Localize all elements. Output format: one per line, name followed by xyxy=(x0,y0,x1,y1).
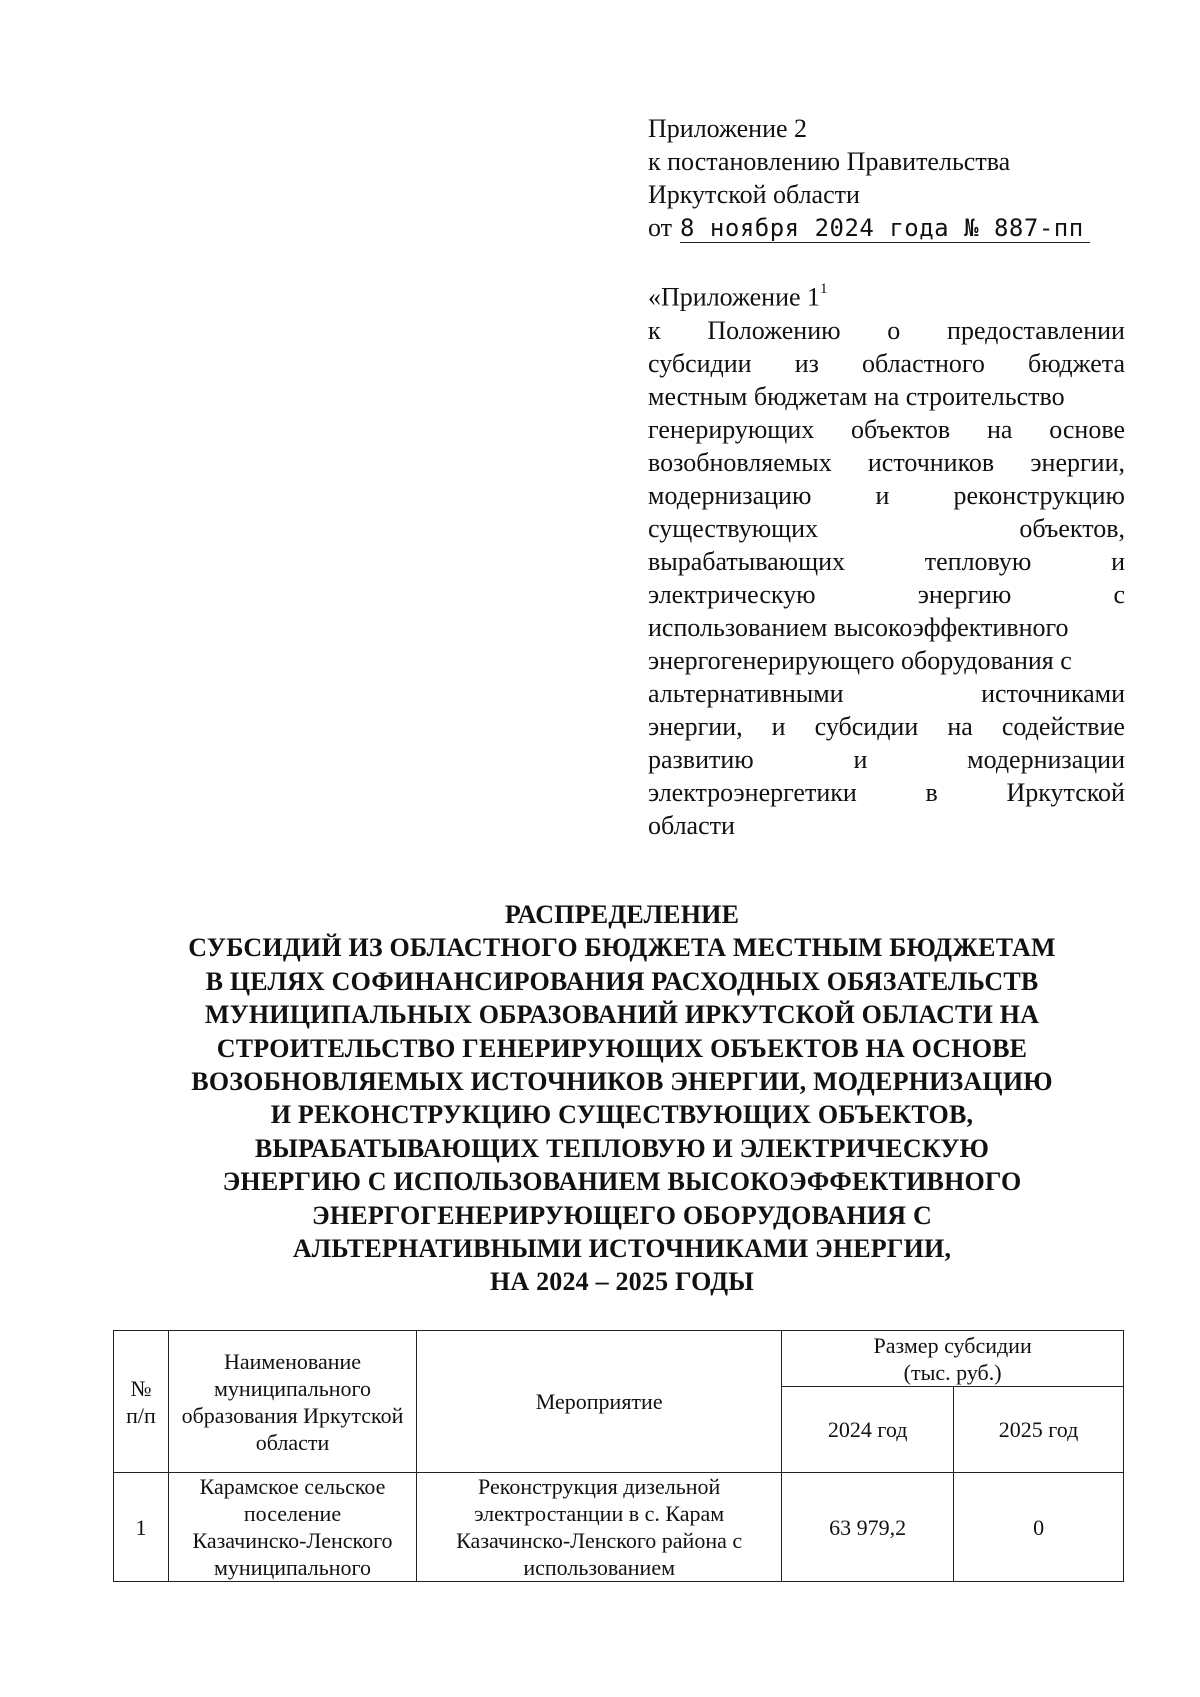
sub-appendix-word: развитию xyxy=(648,744,754,774)
sub-appendix-word: на xyxy=(947,711,973,741)
sub-appendix-line xyxy=(648,776,1125,809)
sub-appendix-line xyxy=(648,710,1125,743)
sub-appendix-word: в xyxy=(925,777,938,807)
sub-appendix-line xyxy=(648,512,1125,545)
sub-appendix-word: основе xyxy=(1049,414,1125,444)
sub-appendix-word: энергогенерирующего оборудования с xyxy=(648,645,1072,675)
sub-appendix-word: источников xyxy=(867,447,995,477)
appendix-line-1: Приложение 2 xyxy=(648,114,808,143)
title-line: МУНИЦИПАЛЬНЫХ ОБРАЗОВАНИЙ ИРКУТСКОЙ ОБЛАСТИ НА xyxy=(204,1000,1040,1030)
title-line: СТРОИТЕЛЬСТВО ГЕНЕРИРУЮЩИХ ОБЪЕКТОВ НА ОСНОВЕ xyxy=(216,1033,1028,1063)
header-municipality-line: области xyxy=(255,1429,330,1455)
header-municipality-line: Наименование xyxy=(223,1348,362,1374)
sub-appendix-line xyxy=(648,611,1125,644)
header-num xyxy=(114,1331,169,1473)
header-num-line: № xyxy=(130,1375,152,1401)
appendix-line-3: Иркутской области xyxy=(648,180,860,209)
appendix-line-2: к постановлению Правительства xyxy=(648,147,1011,176)
sub-appendix-line xyxy=(648,545,1125,578)
resolution-date: 8 ноября 2024 года № 887-пп xyxy=(680,214,1090,243)
sub-appendix-word: и xyxy=(1111,546,1125,576)
sub-appendix-line xyxy=(648,413,1125,446)
sub-appendix-word: энергии, xyxy=(1030,447,1125,477)
header-year-2025: 2025 год xyxy=(954,1387,1124,1473)
header-municipality-line: образования Иркутской xyxy=(181,1402,404,1428)
sub-appendix-word: о xyxy=(887,315,901,345)
cell-measure-line: электростанции в с. Карам xyxy=(474,1501,725,1526)
appendix-block xyxy=(648,112,1128,244)
sub-appendix-word: использованием высокоэффективного xyxy=(648,612,1069,642)
header-municipality-line: муниципального xyxy=(214,1375,372,1401)
header-subsidy-line: (тыс. руб.) xyxy=(903,1359,1002,1385)
sub-appendix-word: и xyxy=(771,711,786,741)
header-year-2024: 2024 год xyxy=(782,1387,954,1473)
sub-appendix-word: и xyxy=(875,480,890,510)
sub-appendix-line xyxy=(648,380,1125,413)
sub-appendix-word: из xyxy=(794,348,819,378)
sub-appendix-line xyxy=(648,644,1125,677)
title-line: СУБСИДИЙ ИЗ ОБЛАСТНОГО БЮДЖЕТА МЕСТНЫМ БЮДЖЕТАМ xyxy=(188,933,1056,963)
cell-2025: 0 xyxy=(954,1473,1124,1582)
sub-appendix-word: и xyxy=(853,744,868,774)
sub-appendix-word: объектов, xyxy=(1019,513,1125,543)
title-line: ВЫРАБАТЫВАЮЩИХ ТЕПЛОВУЮ И ЭЛЕКТРИЧЕСКУЮ xyxy=(254,1133,990,1163)
header-municipality xyxy=(168,1331,416,1473)
title-line: ВОЗОБНОВЛЯЕМЫХ ИСТОЧНИКОВ ЭНЕРГИИ, МОДЕРНИЗАЦИЮ xyxy=(191,1067,1053,1097)
cell-measure-line: использованием xyxy=(523,1555,676,1580)
cell-municipality-line: поселение xyxy=(243,1501,342,1526)
sub-appendix-word: объектов xyxy=(851,414,951,444)
sub-appendix-word: электрическую xyxy=(648,579,816,609)
sub-appendix-word: энергию xyxy=(917,579,1012,609)
sub-appendix-word: бюджета xyxy=(1028,348,1125,378)
header-subsidy-line: Размер субсидии xyxy=(873,1332,1032,1358)
table-header-row xyxy=(114,1331,1124,1387)
sub-appendix-title-text: «Приложение 1 xyxy=(648,282,821,312)
sub-appendix-word: области xyxy=(648,810,735,840)
date-prefix: от xyxy=(648,213,673,242)
sub-appendix-word: генерирующих xyxy=(648,414,815,444)
cell-municipality xyxy=(168,1473,416,1582)
header-num-line: п/п xyxy=(126,1402,156,1428)
sub-appendix-superscript: 1 xyxy=(820,281,828,297)
sub-appendix-word: субсидии xyxy=(648,348,752,378)
sub-appendix-word: субсидии xyxy=(814,711,919,741)
sub-appendix-line xyxy=(648,479,1125,512)
appendix-date-line xyxy=(648,211,1128,244)
sub-appendix-line xyxy=(648,809,1125,842)
sub-appendix-word: существующих xyxy=(648,513,819,543)
sub-appendix-line xyxy=(648,314,1125,347)
sub-appendix-word: областного xyxy=(862,348,985,378)
document-title xyxy=(120,898,1124,1299)
cell-2024: 63 979,2 xyxy=(782,1473,954,1582)
title-line: ЭНЕРГИЮ С ИСПОЛЬЗОВАНИЕМ ВЫСОКОЭФФЕКТИВНОГО xyxy=(222,1167,1022,1197)
title-line: И РЕКОНСТРУКЦИЮ СУЩЕСТВУЮЩИХ ОБЪЕКТОВ, xyxy=(270,1100,974,1130)
header-subsidy xyxy=(782,1331,1124,1387)
subsidy-table xyxy=(113,1330,1124,1582)
sub-appendix-block xyxy=(648,276,1125,842)
sub-appendix-word: вырабатывающих xyxy=(648,546,846,576)
sub-appendix-body xyxy=(648,314,1125,842)
title-line: ЭНЕРГОГЕНЕРИРУЮЩЕГО ОБОРУДОВАНИЯ С xyxy=(312,1200,932,1230)
cell-measure-line: Реконструкция дизельной xyxy=(478,1474,721,1499)
sub-appendix-line xyxy=(648,578,1125,611)
header-measure: Мероприятие xyxy=(417,1331,782,1473)
sub-appendix-word: на xyxy=(986,414,1013,444)
sub-appendix-word: к xyxy=(648,315,661,345)
sub-appendix-word: предоставлении xyxy=(947,315,1125,345)
sub-appendix-word: альтернативными xyxy=(648,678,844,708)
sub-appendix-word: местным бюджетам на строительство xyxy=(648,381,1065,411)
sub-appendix-word: модернизацию xyxy=(648,480,812,510)
table-row xyxy=(114,1473,1124,1582)
sub-appendix-title xyxy=(648,276,1125,314)
sub-appendix-word: Положению xyxy=(707,315,841,345)
sub-appendix-word: модернизации xyxy=(967,744,1125,774)
sub-appendix-word: реконструкцию xyxy=(953,480,1125,510)
sub-appendix-word: Иркутской xyxy=(1006,777,1125,807)
sub-appendix-line xyxy=(648,743,1125,776)
title-line: В ЦЕЛЯХ СОФИНАНСИРОВАНИЯ РАСХОДНЫХ ОБЯЗАТЕЛЬСТВ xyxy=(205,966,1039,996)
cell-measure-line: Казачинско-Ленского района с xyxy=(456,1528,743,1553)
sub-appendix-word: источниками xyxy=(981,678,1125,708)
cell-municipality-line: Карамское сельское xyxy=(199,1474,386,1499)
sub-appendix-word: содействие xyxy=(1001,711,1125,741)
cell-num: 1 xyxy=(114,1473,169,1582)
sub-appendix-line xyxy=(648,677,1125,710)
sub-appendix-line xyxy=(648,446,1125,479)
cell-municipality-line: муниципального xyxy=(214,1555,372,1580)
sub-appendix-word: с xyxy=(1113,579,1125,609)
title-line: АЛЬТЕРНАТИВНЫМИ ИСТОЧНИКАМИ ЭНЕРГИИ, xyxy=(292,1234,952,1264)
sub-appendix-word: энергии, xyxy=(648,711,743,741)
cell-municipality-line: Казачинско-Ленского xyxy=(192,1528,393,1553)
title-line: РАСПРЕДЕЛЕНИЕ xyxy=(504,900,740,929)
sub-appendix-line xyxy=(648,347,1125,380)
sub-appendix-word: тепловую xyxy=(924,546,1032,576)
sub-appendix-word: возобновляемых xyxy=(648,447,832,477)
title-line: НА 2024 – 2025 ГОДЫ xyxy=(489,1267,755,1297)
sub-appendix-word: электроэнергетики xyxy=(648,777,857,807)
cell-measure xyxy=(417,1473,782,1582)
